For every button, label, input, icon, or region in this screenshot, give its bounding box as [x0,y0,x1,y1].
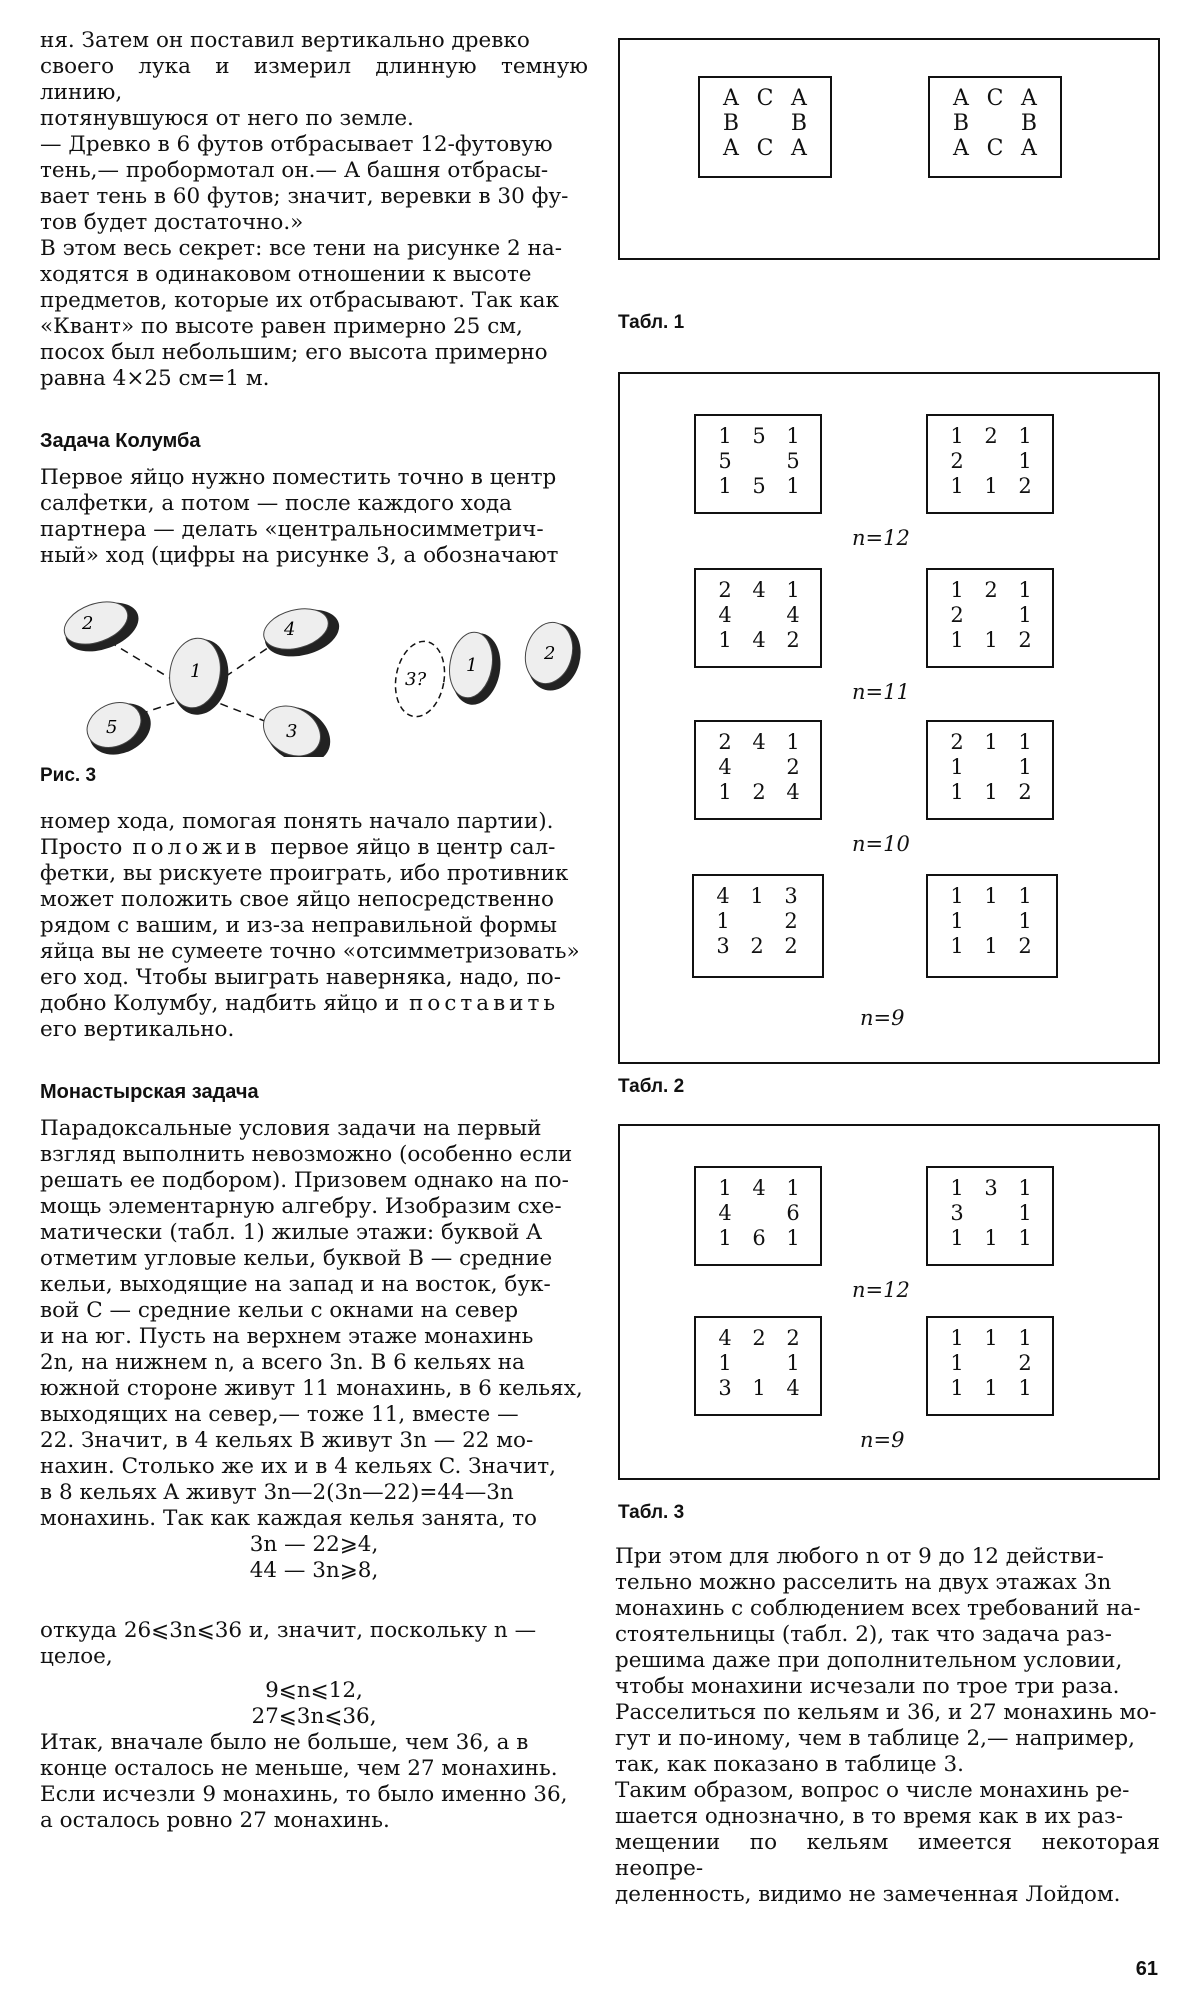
cell: 4 [752,1176,766,1200]
cell [750,111,780,136]
cell: 6 [786,1201,800,1225]
egg-2-right [519,617,588,696]
cell [976,1351,1006,1376]
table-2-grid [694,568,822,668]
egg-label: 3? [405,669,427,690]
cell: 1 [750,884,764,908]
text-line: откуда 26⩽3n⩽36 и, значит, поскольку n — [40,1618,537,1643]
n-label: n=9 [860,1006,905,1030]
egg-5 [80,694,159,757]
cell: 3 [984,1176,998,1200]
text-fragment: добно Колумбу, надбить яйцо и [40,991,400,1016]
text-line: В этом весь секрет: все тени на рисунке 2 на- [40,236,562,261]
text-fragment-spaced: положив [132,835,261,860]
cell: A [791,86,807,111]
text-line: чтобы монахини исчезали по трое три раза. [615,1674,1120,1699]
text-line: целое, [40,1644,113,1669]
text-line: и на юг. Пусть на верхнем этаже монахинь [40,1324,534,1349]
egg-3-dashed [390,637,450,720]
egg-label: 3 [286,721,298,742]
text-line: его ход. Чтобы выиграть наверняка, надо, по- [40,965,562,990]
table-2-grid [694,414,822,514]
cell: 1 [950,474,964,498]
text-line: тельно можно расселить на двух этажах 3n [615,1570,1112,1595]
cell: 1 [716,909,730,933]
cell: 3 [784,884,798,908]
cell [980,111,1010,136]
left-column [40,28,588,1834]
text-line: 2n, на нижнем n, а всего 3n. В 6 кельях на [40,1350,525,1375]
cell: 1 [1018,1176,1032,1200]
text-line: южной стороне живут 11 монахинь, в 6 кельях, [40,1376,583,1401]
table-3-frame [618,1124,1160,1480]
cell: 1 [1018,1226,1032,1250]
cell: 4 [786,603,800,627]
table-2-grid [926,720,1054,820]
cell [744,449,774,474]
cell: 4 [786,1376,800,1400]
egg-1-center [445,629,506,709]
cell: 4 [718,603,732,627]
cell: 6 [752,1226,766,1250]
cell: A [723,86,739,111]
egg-label: 4 [284,619,296,640]
text-line: конце осталось не меньше, чем 27 монахинь. [40,1756,558,1781]
table-1-caption: Табл. 1 [618,312,685,333]
n-label: n=12 [852,1278,910,1302]
intro-paragraph [40,28,588,392]
cell: 1 [950,578,964,602]
section-heading-columbus: Задача Колумба [40,430,201,452]
cell: 1 [1018,603,1032,627]
cell: 1 [950,755,964,779]
cell: A [953,86,969,111]
text-line: его вертикально. [40,1017,235,1042]
text-line: ходятся в одинаковом отношении к высоте [40,262,532,287]
formula-line: 27⩽3n⩽36, [251,1704,377,1729]
cell: 1 [950,1351,964,1375]
text-line: может положить свое яйцо непосредственно [40,887,554,912]
cell: 4 [752,628,766,652]
formula-line: 3n — 22⩾4, [249,1532,379,1557]
text-line: взгляд выполнить невозможно (особенно если [40,1142,573,1167]
table-3-grid [694,1316,822,1416]
cell: 5 [786,449,800,473]
text-line: отметим угловые кельи, буквой B — средние [40,1246,553,1271]
text-line: гут и по-иному, чем в таблице 2,— например, [615,1726,1135,1751]
cell: 1 [1018,449,1032,473]
cell: 2 [718,578,732,602]
n-label: n=10 [852,832,910,856]
cell: 1 [1018,424,1032,448]
cell: 1 [950,884,964,908]
cell: 1 [718,628,732,652]
cell: 4 [752,578,766,602]
right-column-paragraph [615,1544,1160,1908]
cell: 2 [786,1326,800,1350]
cell: 3 [716,934,730,958]
cell: 1 [786,1351,800,1375]
cell: 1 [984,1226,998,1250]
text-line: деленность, видимо не замеченная Лойдом. [615,1882,1121,1907]
inequalities-1 [40,1532,588,1584]
cell: 1 [1018,1326,1032,1350]
text-line: матически (табл. 1) жилые этажи: буквой A [40,1220,542,1245]
cell: 4 [786,780,800,804]
cell: 2 [750,934,764,958]
egg-label: 2 [544,643,556,664]
text-line: тень,— пробормотал он.— А башня отбрасы- [40,158,549,183]
cell: 4 [718,755,732,779]
table-2-frame [618,372,1160,1064]
cell: 1 [1018,1376,1032,1400]
cell: 1 [950,1326,964,1350]
cell: A [953,136,969,161]
egg-1 [164,634,234,719]
cell: 1 [950,424,964,448]
middle-paragraph [40,1618,588,1670]
table-3-grid [926,1316,1054,1416]
cell: A [723,136,739,161]
text-line: вой C — средние кельи с окнами на север [40,1298,519,1323]
cell: 4 [718,1326,732,1350]
text-line: в 8 кельях A живут 3n—2(3n—22)=44—3n [40,1480,514,1505]
text-line: тов будет достаточно.» [40,210,304,235]
table-1-grid [928,76,1062,178]
cell: 1 [984,780,998,804]
text-line: фетки, вы рискуете проиграть, ибо противник [40,861,569,886]
cell: 1 [752,1376,766,1400]
cell: 1 [950,628,964,652]
cell: 1 [950,909,964,933]
cell [976,449,1006,474]
text-line: При этом для любого n от 9 до 12 действи- [615,1544,1104,1569]
text-line: Расселиться по кельям и 36, и 27 монахинь мо- [615,1700,1157,1725]
final-paragraph [40,1730,588,1834]
cell: C [986,136,1004,161]
table-3-caption: Табл. 3 [618,1502,685,1523]
text-line: монахинь. Так как каждая келья занята, то [40,1506,537,1531]
text-line [40,991,588,1017]
cell: B [952,111,970,136]
cell: 5 [752,474,766,498]
cell: 2 [1018,1351,1032,1375]
text-line: равна 4×25 см=1 м. [40,366,270,391]
section-heading-monastery: Монастырская задача [40,1081,259,1103]
cell: 1 [1018,909,1032,933]
cell: B [1020,111,1038,136]
cell: 2 [784,934,798,958]
table-3-grid [926,1166,1054,1266]
cell: 5 [718,449,732,473]
cell: 4 [752,730,766,754]
egg-3 [255,695,341,757]
cell: B [722,111,740,136]
columbus-paragraph [40,465,588,569]
egg-4 [259,602,344,664]
table-2-grid [692,874,824,978]
formula-line: 9⩽n⩽12, [265,1678,363,1703]
formula-line: 44 — 3n⩾8, [249,1558,379,1583]
text-line: номер хода, помогая понять начало партии). [40,809,554,834]
cell: A [1021,86,1037,111]
cell: 1 [786,424,800,448]
text-fragment: Просто [40,835,123,860]
monastery-paragraph [40,1116,588,1532]
text-line: потянувшуюся от него по земле. [40,106,414,131]
cell [744,1201,774,1226]
cell [742,909,772,934]
text-fragment: первое яйцо в центр сал- [270,835,556,860]
table-2-caption: Табл. 2 [618,1076,685,1097]
figure-3-eggs [40,577,588,757]
cell: 2 [786,628,800,652]
text-line: мещении по кельям имеется некоторая неопре- [615,1830,1160,1881]
text-line: ня. Затем он поставил вертикально древко [40,28,530,53]
text-line: посох был небольшим; его высота примерно [40,340,548,365]
text-line: так, как показано в таблице 3. [615,1752,965,1777]
egg-label: 5 [106,717,118,738]
cell: 2 [950,603,964,627]
cell: 1 [950,780,964,804]
text-line: Первое яйцо нужно поместить точно в центр [40,465,557,490]
table-2-grid [926,414,1054,514]
table-2-grid [926,874,1058,978]
text-line: партнера — делать «центральносимметрич- [40,517,544,542]
cell: 2 [1018,628,1032,652]
cell: 1 [984,628,998,652]
inequalities-2 [40,1678,588,1730]
cell [976,909,1006,934]
cell: A [1021,136,1037,161]
cell: C [986,86,1004,111]
text-line: — Древко в 6 футов отбрасывает 12-футовую [40,132,553,157]
cell [976,755,1006,780]
cell: B [790,111,808,136]
n-label: n=11 [852,680,910,704]
text-line: «Квант» по высоте равен примерно 25 см, [40,314,523,339]
cell: 2 [984,424,998,448]
text-fragment-spaced: поставить [409,991,560,1016]
egg-label: 1 [466,655,478,676]
table-2-grid [694,720,822,820]
cell: C [756,136,774,161]
cell: 1 [718,424,732,448]
cell: 3 [718,1376,732,1400]
cell: 1 [984,934,998,958]
cell: 2 [784,909,798,933]
egg-2 [58,593,145,660]
cell [744,603,774,628]
cell: C [756,86,774,111]
text-line: решать ее подбором). Призовем однако на по- [40,1168,569,1193]
cell: 2 [718,730,732,754]
cell: 4 [716,884,730,908]
cell: 1 [984,1326,998,1350]
cell: 2 [950,449,964,473]
cell: 1 [984,1376,998,1400]
n-label: n=9 [860,1428,905,1452]
cell: 5 [752,424,766,448]
cell: 1 [950,1176,964,1200]
egg-label: 2 [82,613,94,634]
text-line: рядом с вашим, и из-за неправильной формы [40,913,558,938]
cell [744,1351,774,1376]
cell: 2 [950,730,964,754]
cell: 1 [950,1226,964,1250]
text-line: яйца вы не сумеете точно «отсимметризовать» [40,939,580,964]
text-line: своего лука и измерил длинную темную линию, [40,54,588,105]
cell: 2 [752,1326,766,1350]
cell [976,1201,1006,1226]
cell: 1 [718,474,732,498]
columbus-continued-paragraph [40,809,588,1043]
text-line: мощь элементарную алгебру. Изобразим схе- [40,1194,562,1219]
text-line [40,835,588,861]
cell: 1 [786,474,800,498]
text-line: ный» ход (цифры на рисунке 3, а обозначают [40,543,559,568]
text-line: нахин. Столько же их и в 4 кельях C. Значит, [40,1454,556,1479]
cell: 2 [1018,780,1032,804]
cell: 1 [718,1226,732,1250]
cell: 1 [786,730,800,754]
cell: 3 [950,1201,964,1225]
text-line: шается однозначно, в то время как в их раз- [615,1804,1124,1829]
cell: 2 [1018,474,1032,498]
text-line: Таким образом, вопрос о числе монахинь ре- [615,1778,1130,1803]
text-line: 22. Значит, в 4 кельях B живут 3n — 22 мо- [40,1428,534,1453]
cell: 1 [786,1226,800,1250]
text-line: монахинь с соблюдением всех требований на- [615,1596,1141,1621]
cell: 4 [718,1201,732,1225]
cell: 1 [786,578,800,602]
text-line: салфетки, а потом — после каждого хода [40,491,512,516]
cell: 2 [984,578,998,602]
cell: 1 [1018,730,1032,754]
cell: A [791,136,807,161]
cell [744,755,774,780]
text-line: стоятельницы (табл. 2), так что задача раз- [615,1622,1112,1647]
n-label: n=12 [852,526,910,550]
text-line: Итак, вначале было не больше, чем 36, а в [40,1730,529,1755]
cell: 1 [718,780,732,804]
text-line: Если исчезли 9 монахинь, то было именно 36, [40,1782,568,1807]
cell: 1 [1018,884,1032,908]
cell: 1 [950,934,964,958]
text-line: Парадоксальные условия задачи на первый [40,1116,542,1141]
text-line: вает тень в 60 футов; значит, веревки в 30 фу- [40,184,569,209]
text-line: решима даже при дополнительном условии, [615,1648,1123,1673]
table-1-grid [698,76,832,178]
text-line: выходящих на север,— тоже 11, вместе — [40,1402,519,1427]
cell: 1 [984,474,998,498]
table-2-grid [926,568,1054,668]
cell: 2 [1018,934,1032,958]
text-line: предметов, которые их отбрасывают. Так как [40,288,559,313]
cell: 1 [1018,578,1032,602]
cell: 1 [718,1176,732,1200]
cell: 1 [984,730,998,754]
cell: 1 [1018,1201,1032,1225]
egg-label: 1 [190,661,202,682]
cell: 1 [950,1376,964,1400]
cell: 2 [786,755,800,779]
cell: 1 [718,1351,732,1375]
cell: 1 [984,884,998,908]
table-1-frame [618,38,1160,260]
page-number: 61 [1135,1958,1158,1980]
table-3-grid [694,1166,822,1266]
text-line: кельи, выходящие на запад и на восток, бук- [40,1272,551,1297]
cell: 1 [786,1176,800,1200]
cell: 2 [752,780,766,804]
cell: 1 [1018,755,1032,779]
text-line: а осталось ровно 27 монахинь. [40,1808,390,1833]
cell [976,603,1006,628]
figure-caption: Рис. 3 [40,765,97,786]
